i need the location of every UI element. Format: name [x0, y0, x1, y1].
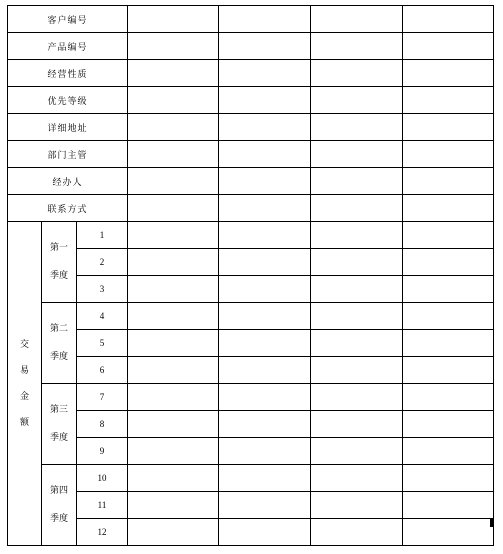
cell[interactable] [219, 60, 311, 87]
cell[interactable] [403, 195, 494, 222]
cell[interactable] [403, 330, 494, 357]
cell[interactable] [128, 60, 219, 87]
cell[interactable] [128, 492, 219, 519]
month-row [8, 465, 494, 492]
month-row [8, 492, 494, 519]
cell[interactable] [403, 114, 494, 141]
cell[interactable] [311, 60, 403, 87]
quarter-1-label [42, 222, 77, 303]
cell[interactable] [311, 411, 403, 438]
month-label: 9 [77, 438, 128, 465]
cell[interactable] [219, 6, 311, 33]
cell[interactable] [311, 168, 403, 195]
month-row [8, 330, 494, 357]
cell[interactable] [311, 33, 403, 60]
cell[interactable] [403, 222, 494, 249]
cell[interactable] [403, 249, 494, 276]
month-label: 10 [77, 465, 128, 492]
quarter-2-label [42, 303, 77, 384]
cell[interactable] [403, 33, 494, 60]
contact-label: 联系方式 [8, 195, 128, 222]
month-label: 4 [77, 303, 128, 330]
cell[interactable] [403, 6, 494, 33]
cell[interactable] [128, 330, 219, 357]
month-label: 11 [77, 492, 128, 519]
product-id-label: 产品编号 [8, 33, 128, 60]
cell[interactable] [128, 357, 219, 384]
month-row [8, 249, 494, 276]
quarter-line: 季度 [49, 433, 68, 443]
row-handler [8, 168, 494, 195]
cell[interactable] [128, 168, 219, 195]
month-row [8, 222, 494, 249]
cell[interactable] [219, 276, 311, 303]
row-priority-level [8, 87, 494, 114]
month-label: 3 [77, 276, 128, 303]
cell[interactable] [311, 492, 403, 519]
cell[interactable] [128, 141, 219, 168]
cell[interactable] [219, 168, 311, 195]
cell[interactable] [403, 384, 494, 411]
row-department-head [8, 141, 494, 168]
cell[interactable] [219, 357, 311, 384]
cell[interactable] [219, 330, 311, 357]
cell[interactable] [128, 519, 219, 546]
month-label: 6 [77, 357, 128, 384]
cell[interactable] [403, 141, 494, 168]
month-row [8, 276, 494, 303]
cell[interactable] [311, 87, 403, 114]
month-label: 1 [77, 222, 128, 249]
cell[interactable] [128, 249, 219, 276]
cell[interactable] [311, 195, 403, 222]
month-label: 5 [77, 330, 128, 357]
month-label: 8 [77, 411, 128, 438]
month-row [8, 438, 494, 465]
cell[interactable] [219, 438, 311, 465]
cell[interactable] [219, 492, 311, 519]
text-cursor-mark [490, 518, 494, 527]
cell[interactable] [403, 411, 494, 438]
quarter-3-label [42, 384, 77, 465]
month-row [8, 357, 494, 384]
cell[interactable] [311, 465, 403, 492]
cell[interactable] [219, 195, 311, 222]
month-row [8, 384, 494, 411]
cell[interactable] [219, 411, 311, 438]
row-contact [8, 195, 494, 222]
handler-label: 经办人 [8, 168, 128, 195]
cell[interactable] [128, 303, 219, 330]
cell[interactable] [128, 411, 219, 438]
cell[interactable] [311, 276, 403, 303]
transaction-amount-label [8, 222, 42, 546]
cell[interactable] [403, 60, 494, 87]
quarter-line: 季度 [49, 514, 68, 524]
cell[interactable] [311, 330, 403, 357]
cell[interactable] [311, 384, 403, 411]
cell[interactable] [311, 357, 403, 384]
cell[interactable] [219, 465, 311, 492]
cell[interactable] [403, 519, 494, 546]
month-label: 12 [77, 519, 128, 546]
cell[interactable] [128, 33, 219, 60]
cell[interactable] [403, 357, 494, 384]
row-address [8, 114, 494, 141]
month-row [8, 303, 494, 330]
quarter-line: 第二 [49, 324, 68, 334]
cell[interactable] [219, 249, 311, 276]
cell[interactable] [219, 384, 311, 411]
quarter-4-label [42, 465, 77, 546]
row-customer-id [8, 6, 494, 33]
quarter-line: 第一 [49, 243, 68, 253]
month-row [8, 411, 494, 438]
quarter-line: 第三 [49, 405, 68, 415]
cell[interactable] [128, 465, 219, 492]
address-label: 详细地址 [8, 114, 128, 141]
cell[interactable] [219, 303, 311, 330]
cell[interactable] [219, 33, 311, 60]
cell[interactable] [128, 276, 219, 303]
cell[interactable] [311, 141, 403, 168]
business-nature-label: 经营性质 [8, 60, 128, 87]
quarter-line: 第四 [49, 486, 68, 496]
customer-id-label: 客户编号 [8, 6, 128, 33]
cell[interactable] [219, 141, 311, 168]
cell[interactable] [128, 6, 219, 33]
department-head-label: 部门主管 [8, 141, 128, 168]
cell[interactable] [311, 114, 403, 141]
cell[interactable] [311, 303, 403, 330]
cell[interactable] [219, 222, 311, 249]
cell[interactable] [311, 519, 403, 546]
priority-level-label: 优先等级 [8, 87, 128, 114]
quarter-line: 季度 [49, 352, 68, 362]
row-product-id [8, 33, 494, 60]
cell[interactable] [128, 222, 219, 249]
cell[interactable] [311, 6, 403, 33]
cell[interactable] [403, 492, 494, 519]
cell[interactable] [128, 384, 219, 411]
cell[interactable] [128, 87, 219, 114]
cell[interactable] [219, 87, 311, 114]
month-label: 7 [77, 384, 128, 411]
month-row [8, 519, 494, 546]
cell[interactable] [219, 519, 311, 546]
cell[interactable] [311, 438, 403, 465]
cell[interactable] [403, 438, 494, 465]
label-char: 易 [19, 365, 29, 376]
cell[interactable] [403, 168, 494, 195]
row-business-nature [8, 60, 494, 87]
quarter-line: 季度 [49, 271, 68, 281]
cell[interactable] [311, 249, 403, 276]
label-char: 金 [19, 391, 29, 402]
cell[interactable] [403, 87, 494, 114]
cell[interactable] [403, 303, 494, 330]
cell[interactable] [128, 195, 219, 222]
cell[interactable] [403, 276, 494, 303]
cell[interactable] [311, 222, 403, 249]
label-char: 交 [19, 339, 29, 350]
cell[interactable] [128, 438, 219, 465]
cell[interactable] [219, 114, 311, 141]
cell[interactable] [128, 114, 219, 141]
label-char: 额 [19, 417, 29, 428]
month-label: 2 [77, 249, 128, 276]
customer-transaction-table [7, 5, 494, 546]
cell[interactable] [403, 465, 494, 492]
